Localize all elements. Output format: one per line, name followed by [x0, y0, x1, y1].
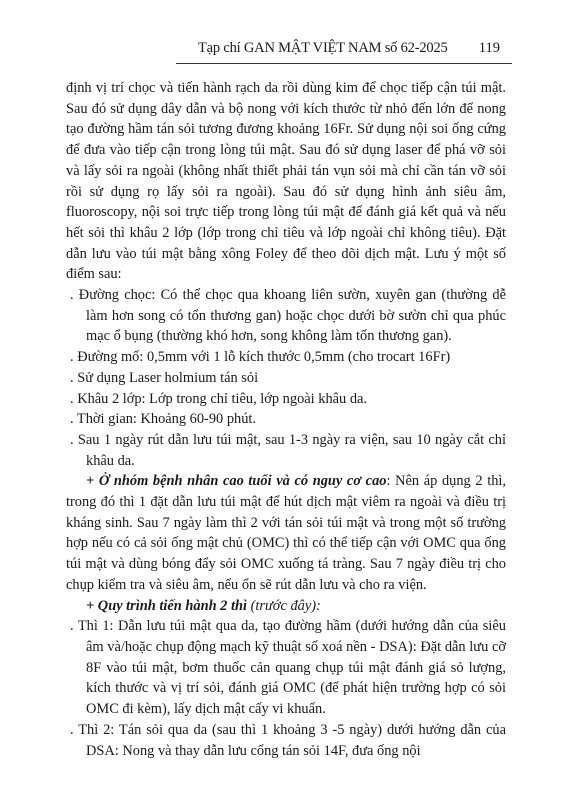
list-item: . Sau 1 ngày rút dẫn lưu túi mật, sau 1-3 ngày ra viện, sau 10 ngày cắt chỉ khâu da. [70, 431, 506, 469]
section-heading-elderly: + Ở nhóm bệnh nhân cao tuổi và có nguy cơ cao [86, 473, 387, 490]
list-item: . Đường chọc: Có thể chọc qua khoang liên sườn, xuyên gan (thường dễ làm hơn song có tổn thương gan) hoặc chọc dưới bờ sườn chỉ qua phúc mạc ổ bụng (thường khó hơn, song không làm tổn thương gan). [70, 287, 506, 345]
running-header [0, 40, 572, 60]
section-heading-two-stage: + Quy trình tiến hành 2 thì [86, 597, 247, 614]
paragraph-two-stage-heading [66, 596, 506, 617]
journal-title: Tạp chí GAN MẬT VIỆT NAM số 62-2025 [198, 40, 448, 56]
article-body [66, 78, 506, 761]
step-2: . Thì 2: Tán sỏi qua da (sau thì 1 khoảng 3 -5 ngày) dưới hướng dẫn của DSA: Nong và thay dẫn lưu cổng tán sỏi 14F, đưa ống nội [70, 721, 506, 759]
list-item: . Đường mổ: 0,5mm với 1 lỗ kích thước 0,5mm (cho trocart 16Fr) [70, 349, 451, 366]
paragraph-elderly-group [66, 471, 506, 595]
list-item: . Sử dụng Laser holmium tán sỏi [70, 369, 259, 386]
page-number: 119 [478, 40, 500, 56]
paragraph-procedure: định vị trí chọc và tiến hành rạch da rồi dùng kim để chọc tiếp cận túi mật. Sau đó sử dụng dây dẫn và bộ nong với kích thước từ nhỏ đến lớn để nong tạo đường hầm tán sỏi tương đương khoảng 16Fr. Sử dụng nội soi ống cứng để đưa vào tiếp cận trong lòng túi mật. Sau đó sử dụng laser để phá vỡ sỏi và lấy sỏi ra ngoài (không nhất thiết phải tán vụn sỏi mà chỉ cần tán vỡ sỏi rồi sử dụng rọ lấy sỏi ra ngoài). Sau đó sử dụng hình ảnh siêu âm, fluoroscopy, nội soi trực tiếp trong lòng túi mật để đánh giá kết quả và nếu hết sỏi thì khâu 2 lớp (lớp trong chỉ tiêu và lớp ngoài chỉ không tiêu). Đặt dẫn lưu vào túi mật bằng xông Foley để theo dõi dịch mật. Lưu ý một số điểm sau: [66, 80, 506, 283]
list-item: . Khâu 2 lớp: Lớp trong chỉ tiêu, lớp ngoài khâu da. [70, 390, 367, 407]
notes-list [66, 285, 506, 471]
header-rule [176, 63, 512, 64]
step-1: . Thì 1: Dẫn lưu túi mật qua da, tạo đường hầm (dưới hướng dẫn của siêu âm và/hoặc chụp động mạch kỹ thuật số xoá nền - DSA): Đặt dẫn lưu cỡ 8F vào túi mật, bơm thuốc cản quang chụp túi mật đánh giá sỏ lượng, kích thước và vị trí sỏi, đánh giá OMC (để phát hiện trường hợp có sỏi OMC đi kèm), lấy dịch mật cấy vi khuẩn. [70, 618, 506, 718]
section-heading-note: (trước đây): [246, 597, 321, 614]
list-item: . Thời gian: Khoảng 60-90 phút. [70, 411, 257, 428]
section-text-elderly: : Nên áp dụng 2 thì, trong đó thì 1 đặt dẫn lưu túi mật để hút dịch mật viêm ra ngoài và điều trị kháng sinh. Sau 7 ngày làm thì 2 với tán sỏi túi mật và trong một số trường hợp nếu có cả sỏi ống mật chủ (OMC) thì có thể tiếp cận với OMC qua ống túi mật và dùng bóng đẩy sỏi OMC xuống tá tràng. Sau 7 ngày điều trị cho chụp kiểm tra và siêu âm, nếu ổn sẽ rút dẫn lưu và cho ra viện. [66, 473, 506, 593]
